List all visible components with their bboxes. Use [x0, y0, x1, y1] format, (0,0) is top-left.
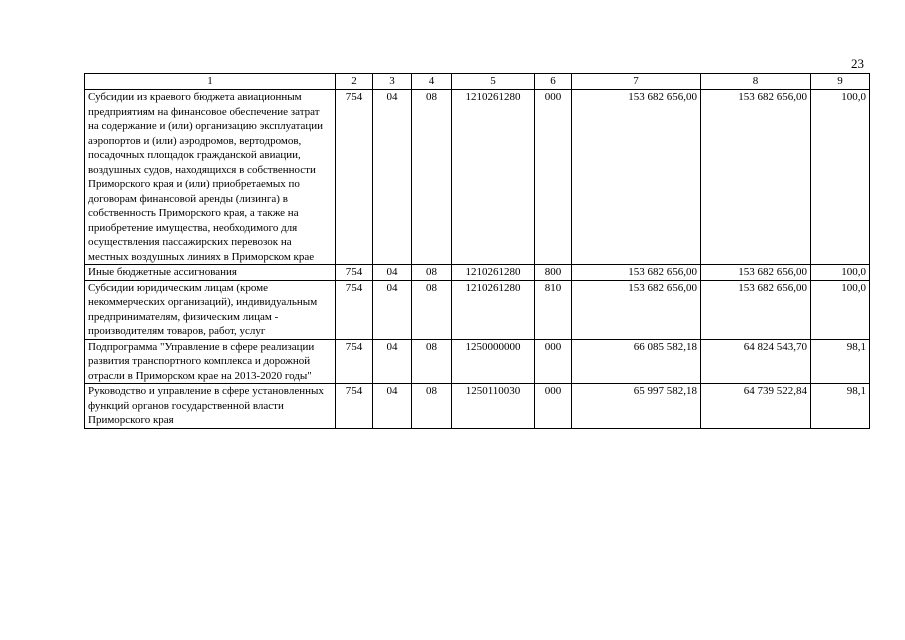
code-cell: 000: [535, 384, 572, 429]
row-description: Подпрограмма "Управление в сфере реализации развития транспортного комплекса и дорожной отрасли в Приморском крае на 2013-2020 годы": [85, 339, 336, 384]
code-cell: 800: [535, 265, 572, 281]
table-row: [85, 280, 870, 339]
amount-cell: 153 682 656,00: [701, 90, 811, 265]
amount-cell: 64 739 522,84: [701, 384, 811, 429]
column-header: 2: [336, 74, 373, 90]
amount-cell: 66 085 582,18: [572, 339, 701, 384]
table-row: [85, 265, 870, 281]
amount-cell: 153 682 656,00: [572, 280, 701, 339]
amount-cell: 153 682 656,00: [701, 280, 811, 339]
table-row: [85, 90, 870, 265]
code-cell: 754: [336, 90, 373, 265]
code-cell: 08: [412, 280, 452, 339]
row-description: Субсидии из краевого бюджета авиационным предприятиям на финансовое обеспечение затрат на содержание и (или) организацию эксплуатации аэропортов и (или) аэродромов, вертодромов, посадочных площадок гражданской авиации, воздушных судов, находящихся в собственности Приморского края и (или) приобретаемых по договорам финансовой аренды (лизинга) в собственность Приморского края, а также на приобретение имущества, необходимого для осуществления пассажирских перевозок на местных воздушных линиях в Приморском крае: [85, 90, 336, 265]
code-cell: 1210261280: [452, 265, 535, 281]
row-description: Руководство и управление в сфере установленных функций органов государственной власти Приморского края: [85, 384, 336, 429]
code-cell: 1250000000: [452, 339, 535, 384]
code-cell: 04: [373, 384, 412, 429]
code-cell: 754: [336, 384, 373, 429]
code-cell: 754: [336, 265, 373, 281]
code-cell: 000: [535, 339, 572, 384]
budget-table: [84, 73, 870, 429]
code-cell: 04: [373, 339, 412, 384]
table-row: [85, 339, 870, 384]
row-description: Иные бюджетные ассигнования: [85, 265, 336, 281]
column-header: 8: [701, 74, 811, 90]
code-cell: 08: [412, 384, 452, 429]
code-cell: 04: [373, 280, 412, 339]
amount-cell: 153 682 656,00: [572, 90, 701, 265]
code-cell: 08: [412, 265, 452, 281]
page-number: 23: [851, 56, 864, 71]
code-cell: 08: [412, 90, 452, 265]
code-cell: 000: [535, 90, 572, 265]
table-header-row: [85, 74, 870, 90]
percent-cell: 98,1: [811, 384, 870, 429]
percent-cell: 100,0: [811, 280, 870, 339]
column-header: 4: [412, 74, 452, 90]
code-cell: 1210261280: [452, 90, 535, 265]
column-header: 7: [572, 74, 701, 90]
row-description: Субсидии юридическим лицам (кроме некоммерческих организаций), индивидуальным предпринимателям, физическим лицам - производителям товаров, работ, услуг: [85, 280, 336, 339]
code-cell: 08: [412, 339, 452, 384]
code-cell: 04: [373, 90, 412, 265]
code-cell: 1210261280: [452, 280, 535, 339]
code-cell: 754: [336, 339, 373, 384]
column-header: 9: [811, 74, 870, 90]
amount-cell: 153 682 656,00: [701, 265, 811, 281]
code-cell: 754: [336, 280, 373, 339]
column-header: 3: [373, 74, 412, 90]
percent-cell: 98,1: [811, 339, 870, 384]
percent-cell: 100,0: [811, 265, 870, 281]
amount-cell: 153 682 656,00: [572, 265, 701, 281]
code-cell: 04: [373, 265, 412, 281]
column-header: 5: [452, 74, 535, 90]
column-header: 1: [85, 74, 336, 90]
code-cell: 810: [535, 280, 572, 339]
amount-cell: 64 824 543,70: [701, 339, 811, 384]
amount-cell: 65 997 582,18: [572, 384, 701, 429]
table-row: [85, 384, 870, 429]
code-cell: 1250110030: [452, 384, 535, 429]
percent-cell: 100,0: [811, 90, 870, 265]
column-header: 6: [535, 74, 572, 90]
